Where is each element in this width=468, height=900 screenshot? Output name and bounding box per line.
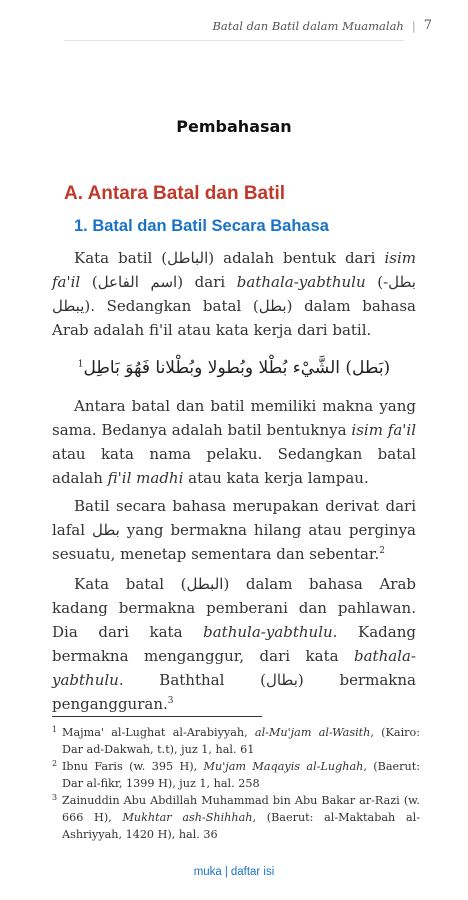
paragraph-1: Kata batil (الباطل) adalah bentuk dari isim fa'il (اسم الفاعل) dari bathala-yabthulu (بطل-يبطل). Sedangkan batal (بطل) dalam bahasa Arab adalah fi'il atau kata kerja dari batil. xyxy=(52,249,417,339)
footnote-number: 3 xyxy=(52,793,58,802)
header-separator: | xyxy=(411,18,416,33)
page-number: 7 xyxy=(423,18,432,33)
nav-divider: | xyxy=(224,866,228,878)
footnote-number: 2 xyxy=(52,759,58,768)
footnote-item xyxy=(52,724,420,758)
arabic-term: الباطل xyxy=(167,249,209,267)
bottom-nav xyxy=(0,866,468,878)
footnote-item xyxy=(52,758,420,792)
footnotes xyxy=(52,724,420,843)
arabic-term: بطل-يبطل xyxy=(52,273,416,315)
footnote-text: Ibnu Faris (w. 395 H), Mu'jam Maqayis al-Lughah, (Baerut: Dar al-fikr, 1399 H), juz 1, hal. 258 xyxy=(62,760,420,790)
footnote-ref[interactable]: 1 xyxy=(77,359,84,370)
section-title: Pembahasan xyxy=(176,117,292,136)
running-header xyxy=(212,18,432,33)
arabic-term: بطال xyxy=(265,671,298,689)
footnote-divider xyxy=(52,716,262,717)
footnote-ref[interactable]: 2 xyxy=(379,546,385,556)
paragraph-3: Batil secara bahasa merupakan derivat dari lafal بطل yang bermakna hilang atau perginya sesuatu, menetap sementara dan sebentar.$^2$ xyxy=(52,497,416,563)
header-divider xyxy=(64,40,404,41)
arabic-term: بطل xyxy=(92,521,120,539)
arabic-term: اسم الفاعل xyxy=(97,273,178,291)
arabic-term: البطل xyxy=(186,575,224,593)
paragraph-4: Kata batal (البطل) dalam bahasa Arab kadang bermakna pemberani dan pahlawan. Dia dari kata bathula-yabthulu. Kadang bermakna menganggur, dari kata bathala-yabthulu. Baththal (بطال) bermakna pengangguran.$^3$ xyxy=(52,575,416,713)
home-link[interactable]: muka xyxy=(193,866,222,878)
subsection-heading: 1. Batal dan Batil Secara Bahasa xyxy=(74,217,329,235)
arabic-quote: (بَطل) الشَّيْء بُطْلا وبُطولا وبُطْلانا فَهُوَ بَاطِل$^1$ xyxy=(77,358,391,378)
footnote-number: 1 xyxy=(52,725,58,734)
paragraph-2: Antara batal dan batil memiliki makna yang sama. Bedanya adalah batil bentuknya isim fa'il atau kata nama pelaku. Sedangkan batal adalah fi'il madhi atau kata kerja lampau. xyxy=(52,397,416,487)
footnote-ref[interactable]: 3 xyxy=(167,696,174,706)
running-title: Batal dan Batil dalam Muamalah xyxy=(212,18,404,33)
footnote-text: Majma' al-Lughat al-Arabiyyah, al-Mu'jam al-Wasith, (Kairo: Dar ad-Dakwah, t.t), juz 1, hal. 61 xyxy=(62,726,421,756)
footnote-text: Zainuddin Abu Abdillah Muhammad bin Abu Bakar ar-Razi (w. 666 H), Mukhtar ash-Shihhah, (Baerut: al-Maktabah al-Ashriyyah, 1420 H), hal. 36 xyxy=(62,794,420,841)
footnote-item xyxy=(52,792,420,843)
arabic-term: بطل xyxy=(258,297,287,315)
chapter-heading: A. Antara Batal dan Batil xyxy=(64,183,286,204)
table-of-contents-link[interactable]: daftar isi xyxy=(230,866,275,878)
